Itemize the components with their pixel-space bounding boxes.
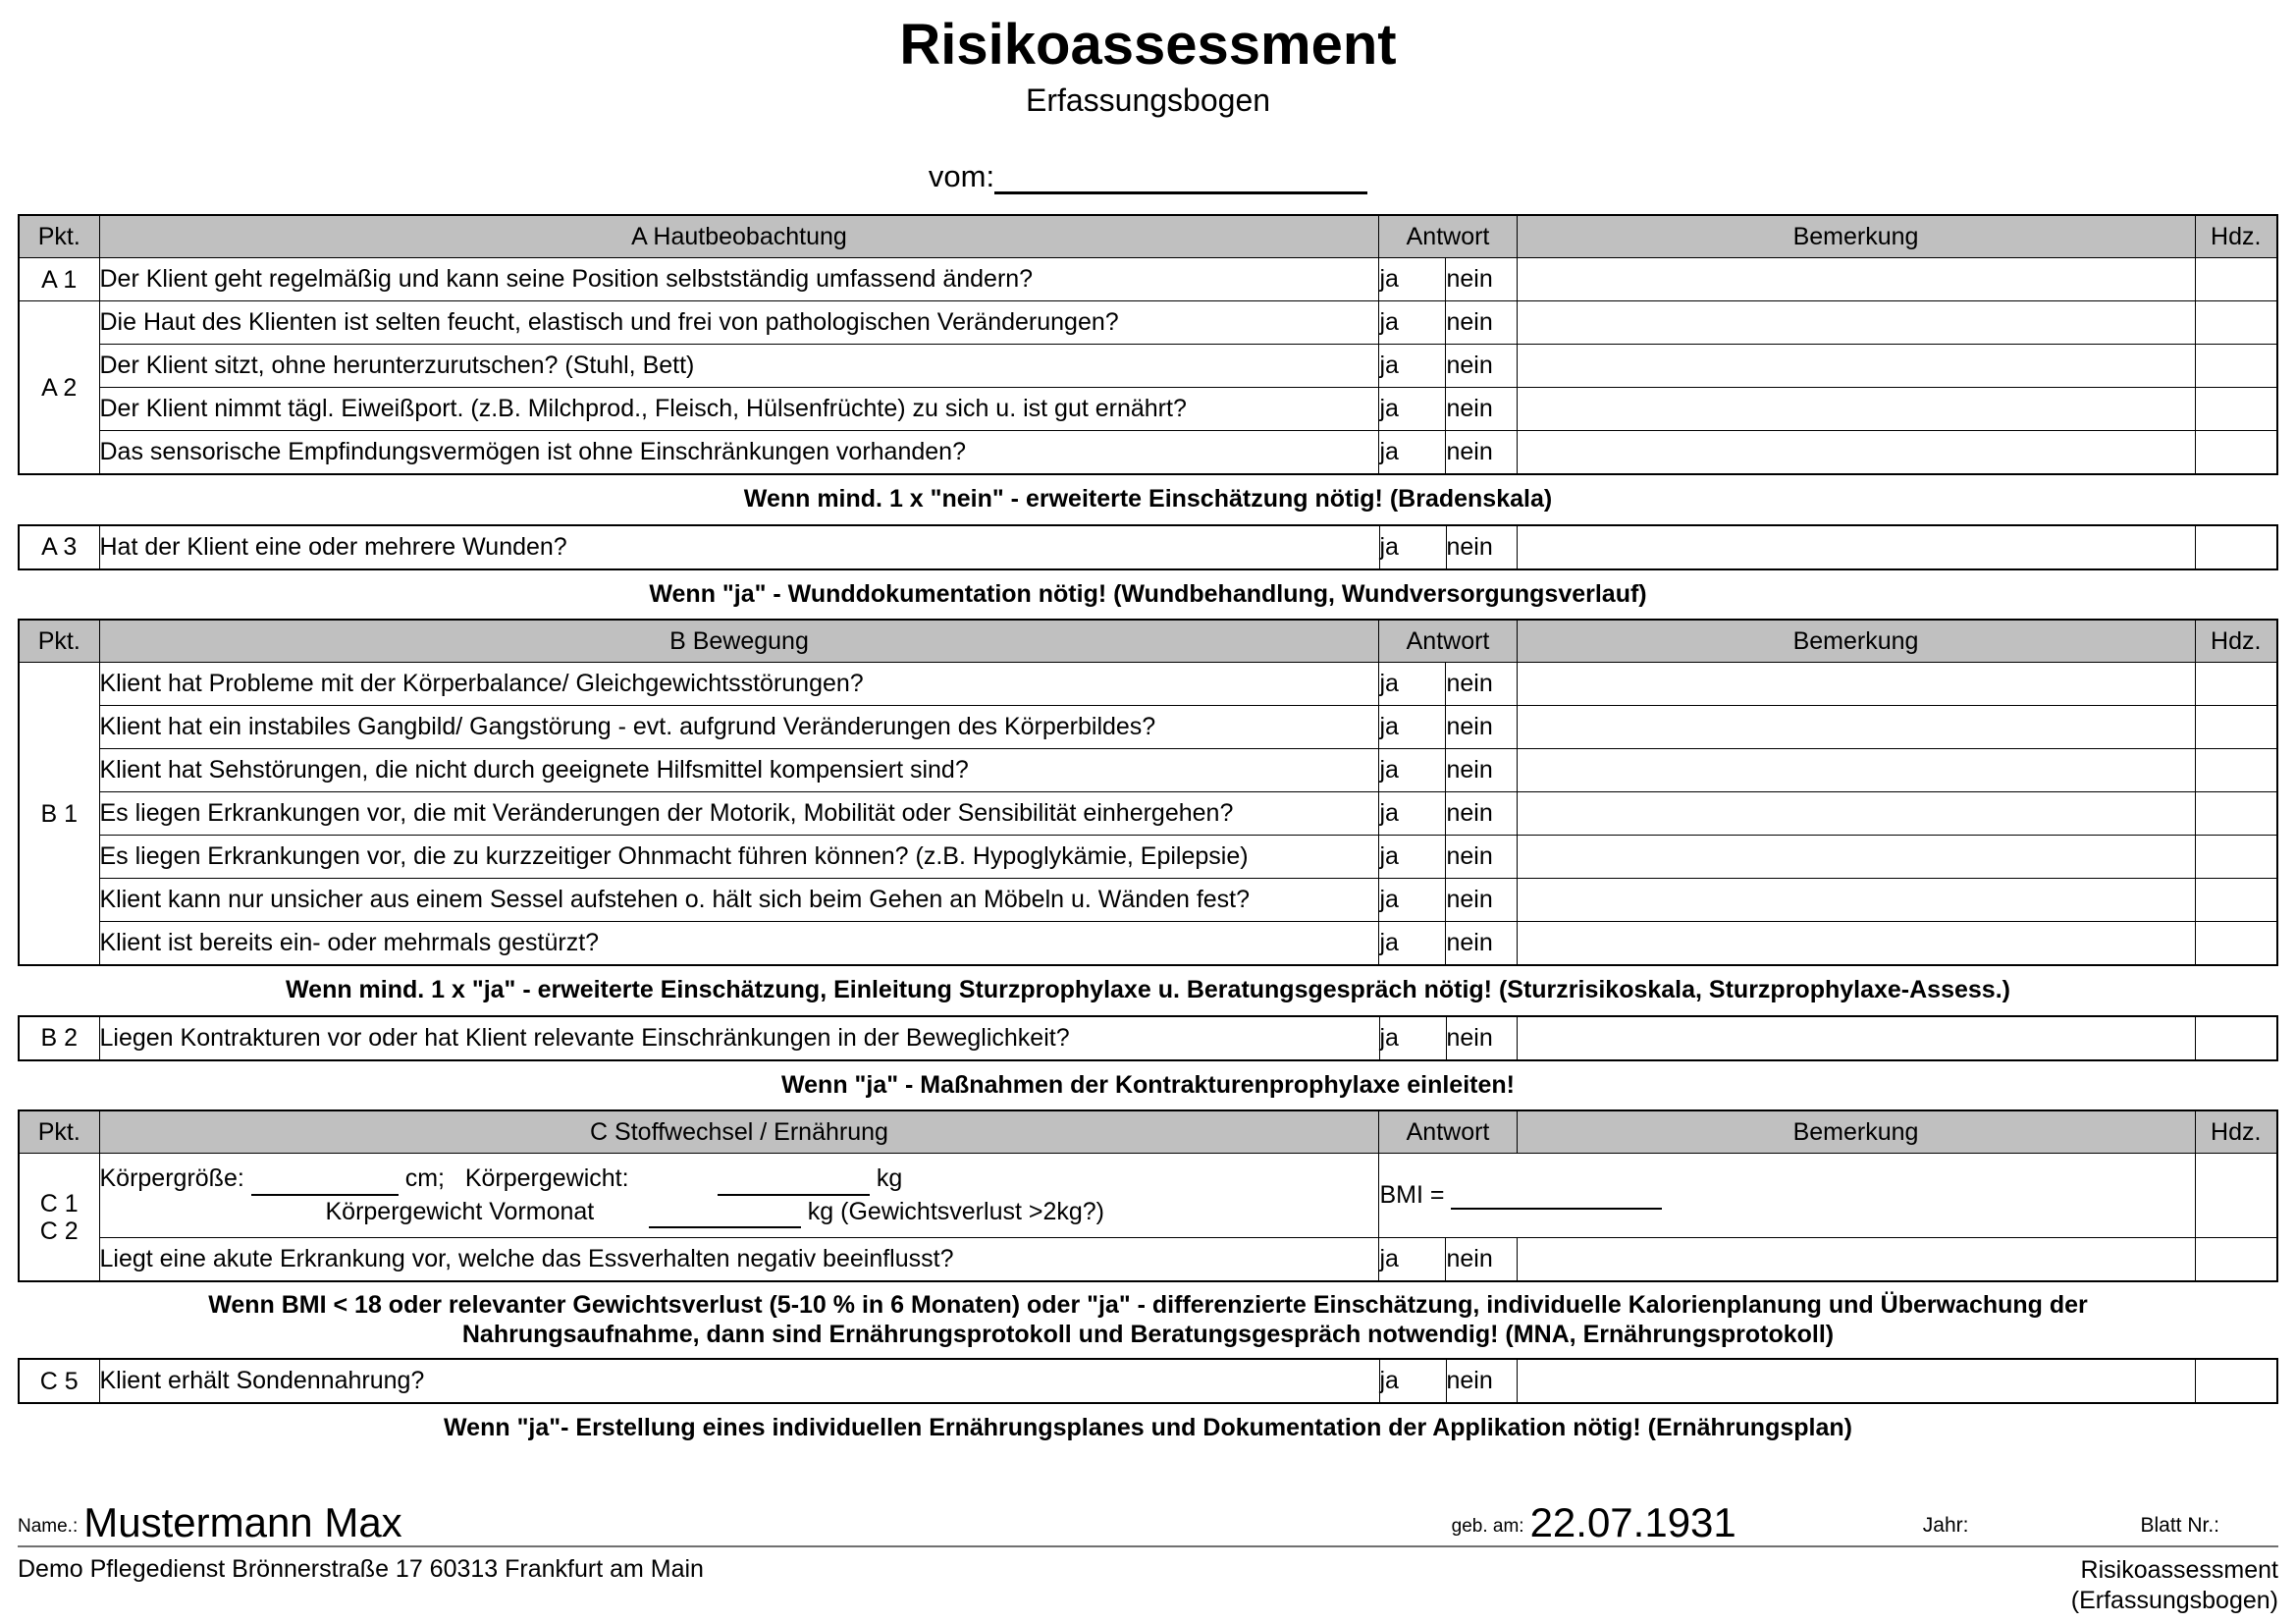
col-header-hdz: Hdz. <box>2195 1110 2277 1154</box>
question-a2-1: Der Klient sitzt, ohne herunterzurutschen? (Stuhl, Bett) <box>99 345 1379 388</box>
hdz-input[interactable] <box>2195 1016 2277 1060</box>
document-name-line-2: (Erfassungsbogen) <box>2070 1586 2278 1614</box>
section-c-table <box>18 1109 2278 1282</box>
organisation-address: Demo Pflegedienst Brönnerstraße 17 60313 Frankfurt am Main <box>18 1555 704 1583</box>
question-b1-1: Klient hat ein instabiles Gangbild/ Gangstörung - evt. aufgrund Veränderungen des Körperbildes? <box>99 706 1379 749</box>
weight-label: Körpergewicht: <box>464 1163 629 1192</box>
bemerkung-input[interactable] <box>1517 922 2195 966</box>
hdz-input[interactable] <box>2195 1359 2277 1403</box>
answer-nein[interactable]: nein <box>1446 706 1517 749</box>
document-name-line-1: Risikoassessment <box>2080 1556 2278 1584</box>
height-label: Körpergröße: <box>99 1163 244 1192</box>
table-row <box>19 749 2277 792</box>
sheet-number-label: Blatt Nr.: <box>2140 1514 2219 1537</box>
table-row <box>19 1016 2277 1060</box>
height-input[interactable] <box>251 1174 399 1196</box>
answer-nein[interactable]: nein <box>1446 922 1517 966</box>
date-input[interactable] <box>994 164 1367 194</box>
bemerkung-input[interactable] <box>1517 792 2195 836</box>
section-c-header-row <box>19 1110 2277 1154</box>
answer-ja[interactable]: ja <box>1379 1016 1446 1060</box>
question-b1-2: Klient hat Sehstörungen, die nicht durch geeignete Hilfsmittel kompensiert sind? <box>99 749 1379 792</box>
section-c5-table <box>18 1358 2278 1404</box>
weight-unit: kg <box>876 1163 903 1192</box>
question-a2-2: Der Klient nimmt tägl. Eiweißport. (z.B. Milchprod., Fleisch, Hülsenfrüchte) zu sich u. ist gut ernährt? <box>99 388 1379 431</box>
table-row <box>19 301 2277 345</box>
col-header-bemerkung: Bemerkung <box>1517 1110 2195 1154</box>
footer-identity-row <box>18 1499 2278 1547</box>
answer-nein[interactable]: nein <box>1446 1359 1517 1403</box>
pkt-label-a3: A 3 <box>19 525 99 569</box>
pkt-label-a1: A 1 <box>19 258 99 301</box>
question-b1-3: Es liegen Erkrankungen vor, die mit Veränderungen der Motorik, Mobilität oder Sensibilität einhergehen? <box>99 792 1379 836</box>
prev-weight-input[interactable] <box>649 1207 801 1228</box>
bmi-cell <box>1379 1154 2195 1238</box>
col-header-antwort: Antwort <box>1379 215 1517 258</box>
birthdate-value[interactable]: 22.07.1931 <box>1529 1499 1736 1545</box>
question-b1-0: Klient hat Probleme mit der Körperbalance/ Gleichgewichtsstörungen? <box>99 663 1379 706</box>
question-c5-0: Klient erhält Sondennahrung? <box>99 1359 1379 1403</box>
table-row <box>19 525 2277 569</box>
col-header-pkt: Pkt. <box>19 1110 99 1154</box>
table-row <box>19 1238 2277 1282</box>
bemerkung-input[interactable] <box>1517 879 2195 922</box>
table-row <box>19 879 2277 922</box>
answer-ja[interactable]: ja <box>1379 749 1446 792</box>
hdz-input[interactable] <box>2195 922 2277 966</box>
page-subtitle: Erfassungsbogen <box>1025 81 1271 118</box>
bemerkung-input[interactable] <box>1517 1238 2195 1282</box>
answer-ja[interactable]: ja <box>1379 258 1446 301</box>
section-b-header-row <box>19 620 2277 663</box>
bemerkung-input[interactable] <box>1517 431 2195 475</box>
weight-input[interactable] <box>718 1174 870 1196</box>
table-row <box>19 836 2277 879</box>
note-c-line-2: Nahrungsaufnahme, dann sind Ernährungsprotokoll und Beratungsgespräch notwendig! (MNA, Ernährungsprotokoll) <box>461 1320 1835 1348</box>
answer-nein[interactable]: nein <box>1446 258 1517 301</box>
col-header-pkt: Pkt. <box>19 215 99 258</box>
hdz-input[interactable] <box>2195 836 2277 879</box>
hdz-input[interactable] <box>2195 301 2277 345</box>
table-row <box>19 792 2277 836</box>
hdz-input[interactable] <box>2195 1154 2277 1238</box>
pkt-label-a2: A 2 <box>19 301 99 475</box>
name-label: Name.: <box>18 1516 79 1537</box>
bemerkung-input[interactable] <box>1517 1359 2195 1403</box>
hdz-input[interactable] <box>2195 431 2277 475</box>
form-header <box>18 0 2278 118</box>
date-field-row <box>18 159 2278 194</box>
pkt-label-b1: B 1 <box>19 663 99 966</box>
note-c-line-1: Wenn BMI < 18 oder relevanter Gewichtsverlust (5-10 % in 6 Monaten) oder "ja" - differenzierte Einschätzung, individuelle Kalorienplanung und Überwachung der <box>208 1291 2088 1320</box>
question-a2-3: Das sensorische Empfindungsvermögen ist ohne Einschränkungen vorhanden? <box>99 431 1379 475</box>
col-header-bemerkung: Bemerkung <box>1517 215 2195 258</box>
section-a3-table <box>18 524 2278 570</box>
note-after-b2: Wenn "ja" - Maßnahmen der Kontrakturenprophylaxe einleiten! <box>781 1070 1515 1099</box>
bemerkung-input[interactable] <box>1517 706 2195 749</box>
bemerkung-input[interactable] <box>1517 1016 2195 1060</box>
section-a-header-row <box>19 215 2277 258</box>
pkt-label-c5: C 5 <box>19 1359 99 1403</box>
hdz-input[interactable] <box>2195 345 2277 388</box>
answer-ja[interactable]: ja <box>1379 301 1446 345</box>
birthdate-field <box>1451 1499 1736 1545</box>
date-label: vom: <box>928 159 995 194</box>
answer-ja[interactable]: ja <box>1379 836 1446 879</box>
hdz-input[interactable] <box>2195 706 2277 749</box>
bemerkung-input[interactable] <box>1517 749 2195 792</box>
answer-ja[interactable]: ja <box>1379 879 1446 922</box>
footer-meta-row <box>18 1547 2278 1615</box>
answer-ja[interactable]: ja <box>1379 1238 1446 1282</box>
note-after-a3: Wenn "ja" - Wunddokumentation nötig! (Wundbehandlung, Wundversorgungsverlauf) <box>649 579 1647 608</box>
bemerkung-input[interactable] <box>1517 525 2195 569</box>
table-row <box>19 1154 2277 1238</box>
bemerkung-input[interactable] <box>1517 836 2195 879</box>
section-c-title: C Stoffwechsel / Ernährung <box>99 1110 1379 1154</box>
answer-ja[interactable]: ja <box>1379 706 1446 749</box>
answer-nein[interactable]: nein <box>1446 345 1517 388</box>
answer-nein[interactable]: nein <box>1446 431 1517 475</box>
col-header-pkt: Pkt. <box>19 620 99 663</box>
answer-nein[interactable]: nein <box>1446 388 1517 431</box>
answer-nein[interactable]: nein <box>1446 1016 1517 1060</box>
question-b1-4: Es liegen Erkrankungen vor, die zu kurzzeitiger Ohnmacht führen können? (z.B. Hypoglykämie, Epilepsie) <box>99 836 1379 879</box>
answer-ja[interactable]: ja <box>1379 388 1446 431</box>
bemerkung-input[interactable] <box>1517 663 2195 706</box>
birthdate-label: geb. am: <box>1451 1516 1524 1537</box>
answer-nein[interactable]: nein <box>1446 1238 1517 1282</box>
page-title: Risikoassessment <box>899 13 1397 77</box>
note-after-section-c <box>18 1282 2278 1358</box>
answer-ja[interactable]: ja <box>1379 792 1446 836</box>
section-a-table <box>18 214 2278 475</box>
year-label: Jahr: <box>1922 1514 1969 1537</box>
question-b1-5: Klient kann nur unsicher aus einem Sessel aufstehen o. hält sich beim Gehen an Möbeln u. Wänden fest? <box>99 879 1379 922</box>
col-header-bemerkung: Bemerkung <box>1517 620 2195 663</box>
answer-ja[interactable]: ja <box>1379 922 1446 966</box>
table-row <box>19 922 2277 966</box>
col-header-hdz: Hdz. <box>2195 620 2277 663</box>
hdz-input[interactable] <box>2195 879 2277 922</box>
table-row <box>19 258 2277 301</box>
document-name <box>2071 1555 2278 1615</box>
section-a-title: A Hautbeobachtung <box>99 215 1379 258</box>
name-value[interactable]: Mustermann Max <box>83 1499 402 1545</box>
measurement-cell <box>99 1154 1379 1238</box>
table-row <box>19 431 2277 475</box>
answer-nein[interactable]: nein <box>1446 836 1517 879</box>
answer-nein[interactable]: nein <box>1446 749 1517 792</box>
hdz-input[interactable] <box>2195 749 2277 792</box>
table-row <box>19 706 2277 749</box>
col-header-hdz: Hdz. <box>2195 215 2277 258</box>
table-row <box>19 345 2277 388</box>
answer-nein[interactable]: nein <box>1446 663 1517 706</box>
note-after-c5: Wenn "ja"- Erstellung eines individuellen Ernährungsplanes und Dokumentation der Applikation nötig! (Ernährungsplan) <box>444 1414 1852 1442</box>
form-footer <box>18 1499 2278 1615</box>
col-header-antwort: Antwort <box>1379 620 1517 663</box>
hdz-input[interactable] <box>2195 1238 2277 1282</box>
section-b-title: B Bewegung <box>99 620 1379 663</box>
answer-ja[interactable]: ja <box>1379 345 1446 388</box>
answer-ja[interactable]: ja <box>1379 663 1446 706</box>
pkt-label-c1-c2 <box>19 1154 99 1282</box>
bmi-label: BMI = <box>1379 1181 1445 1210</box>
section-b-table <box>18 619 2278 966</box>
patient-name-field <box>18 1499 402 1545</box>
hdz-input[interactable] <box>2195 258 2277 301</box>
bemerkung-input[interactable] <box>1517 301 2195 345</box>
table-row <box>19 388 2277 431</box>
table-row <box>19 1359 2277 1403</box>
measurement-line-1 <box>100 1163 1379 1196</box>
hdz-input[interactable] <box>2195 663 2277 706</box>
answer-ja[interactable]: ja <box>1379 431 1446 475</box>
bemerkung-input[interactable] <box>1517 345 2195 388</box>
hdz-input[interactable] <box>2195 525 2277 569</box>
question-a2-0: Die Haut des Klienten ist selten feucht, elastisch und frei von pathologischen Veränderungen? <box>99 301 1379 345</box>
bemerkung-input[interactable] <box>1517 258 2195 301</box>
section-b2-table <box>18 1015 2278 1061</box>
answer-nein[interactable]: nein <box>1446 879 1517 922</box>
prev-weight-label: Körpergewicht Vormonat <box>325 1197 595 1225</box>
question-a3-0: Hat der Klient eine oder mehrere Wunden? <box>99 525 1379 569</box>
answer-nein[interactable]: nein <box>1446 301 1517 345</box>
measurement-line-2 <box>100 1196 1379 1229</box>
question-b1-6: Klient ist bereits ein- oder mehrmals gestürzt? <box>99 922 1379 966</box>
height-unit: cm; <box>404 1163 445 1192</box>
pkt-label-c2: C 2 <box>39 1217 79 1245</box>
question-c2-0: Liegt eine akute Erkrankung vor, welche das Essverhalten negativ beeinflusst? <box>99 1238 1379 1282</box>
note-after-section-a: Wenn mind. 1 x "nein" - erweiterte Einschätzung nötig! (Bradenskala) <box>743 485 1553 514</box>
pkt-label-b2: B 2 <box>19 1016 99 1060</box>
prev-weight-unit: kg (Gewichtsverlust >2kg?) <box>807 1197 1104 1225</box>
hdz-input[interactable] <box>2195 792 2277 836</box>
answer-nein[interactable]: nein <box>1446 525 1517 569</box>
hdz-input[interactable] <box>2195 388 2277 431</box>
answer-ja[interactable]: ja <box>1379 525 1446 569</box>
question-a1-0: Der Klient geht regelmäßig und kann seine Position selbstständig umfassend ändern? <box>99 258 1379 301</box>
note-after-section-b: Wenn mind. 1 x "ja" - erweiterte Einschätzung, Einleitung Sturzprophylaxe u. Beratungsgespräch nötig! (Sturzrisikoskala, Sturzprophylaxe-Assess.) <box>286 976 2010 1004</box>
bemerkung-input[interactable] <box>1517 388 2195 431</box>
col-header-antwort: Antwort <box>1379 1110 1517 1154</box>
question-b2-0: Liegen Kontrakturen vor oder hat Klient relevante Einschränkungen in der Beweglichkeit? <box>99 1016 1379 1060</box>
table-row <box>19 663 2277 706</box>
bmi-input[interactable] <box>1451 1188 1662 1210</box>
answer-nein[interactable]: nein <box>1446 792 1517 836</box>
pkt-label-c1: C 1 <box>39 1189 79 1217</box>
answer-ja[interactable]: ja <box>1379 1359 1446 1403</box>
